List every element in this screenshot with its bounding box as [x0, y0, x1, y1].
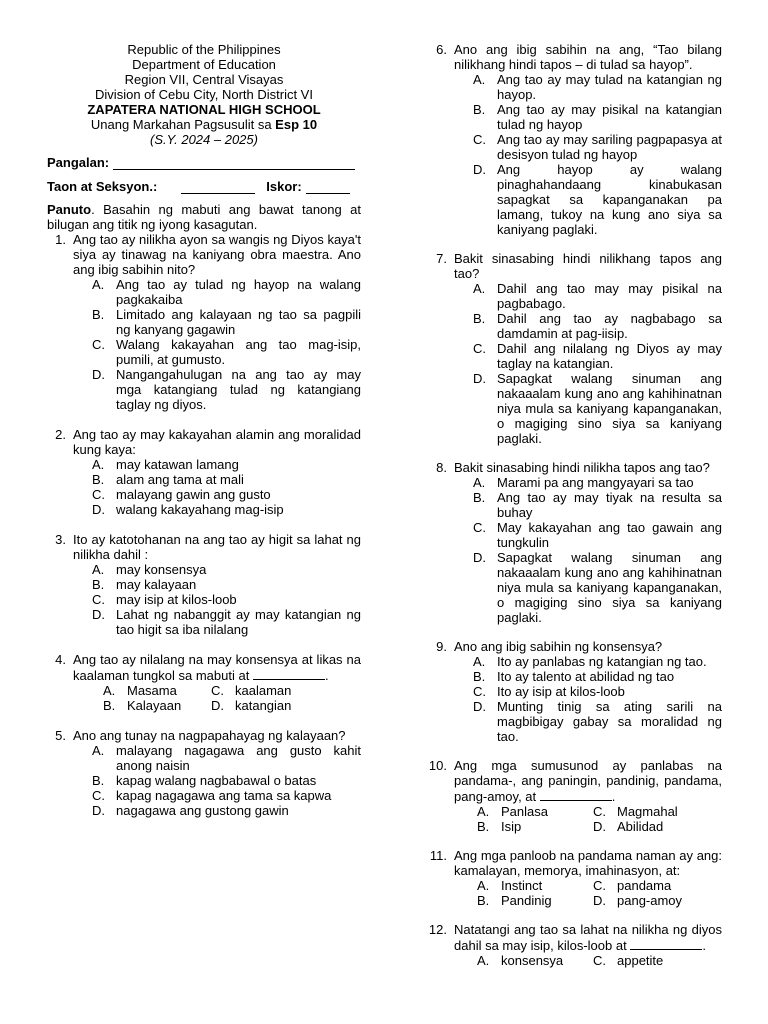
option-d[interactable]	[473, 550, 722, 625]
option-d[interactable]	[92, 502, 361, 517]
question-number: 5.	[55, 728, 66, 743]
option-a[interactable]	[473, 475, 722, 490]
option-text: Ito ay talento at abilidad ng tao	[497, 669, 675, 684]
question-2	[47, 427, 361, 457]
option-d[interactable]	[92, 607, 361, 637]
option-letter: C.	[593, 953, 606, 968]
section-input-line[interactable]	[181, 180, 255, 194]
option-d[interactable]	[473, 371, 722, 446]
option-a[interactable]	[473, 72, 722, 102]
option-text: Masama	[127, 683, 177, 698]
option-a[interactable]	[103, 683, 211, 698]
option-text: malayang nagagawa ang gusto kahit anong naisin	[116, 743, 361, 773]
instructions-label: Panuto	[47, 202, 92, 217]
option-letter: A.	[103, 683, 116, 698]
question-4-options	[103, 683, 361, 713]
option-letter: A.	[477, 953, 490, 968]
option-c[interactable]	[92, 592, 361, 607]
option-text: nagagawa ang gustong gawin	[116, 803, 289, 818]
question-text: Ano ang tunay na nagpapahayag ng kalayaan?	[73, 728, 346, 743]
option-letter: A.	[477, 804, 490, 819]
score-input-line[interactable]	[306, 180, 350, 194]
option-text: Pandinig	[501, 893, 552, 908]
option-text: Ang tao ay may tulad na katangian ng hayop.	[497, 72, 722, 102]
question-text	[73, 652, 361, 683]
option-letter: B.	[477, 819, 490, 834]
question-text-after: .	[324, 668, 329, 683]
option-text: Ang tao ay may pisikal na katangian tulad ng hayop	[497, 102, 722, 132]
option-letter: B.	[92, 773, 105, 788]
question-7-options	[473, 281, 722, 446]
option-text: alam ang tama at mali	[116, 472, 244, 487]
answer-blank[interactable]	[540, 788, 612, 801]
option-text: Munting tinig sa ating sarili na magbibigay gabay sa moralidad ng tao.	[497, 699, 722, 744]
option-c[interactable]	[473, 341, 722, 371]
school-name: ZAPATERA NATIONAL HIGH SCHOOL	[87, 102, 321, 117]
option-letter: D.	[593, 893, 606, 908]
option-letter: C.	[473, 132, 486, 147]
option-text: Ang tao ay tulad ng hayop na walang pagkakaiba	[116, 277, 361, 307]
option-letter: A.	[92, 743, 105, 758]
question-text: Ano ang ibig sabihin ng konsensya?	[454, 639, 663, 654]
option-a[interactable]	[477, 953, 593, 968]
option-d[interactable]	[211, 698, 361, 713]
option-letter: D.	[92, 502, 105, 517]
instructions-text: . Basahin ng mabuti ang bawat tanong at bilugan ang titik ng iyong kasagutan.	[47, 202, 361, 232]
option-text: Marami pa ang mangyayari sa tao	[497, 475, 694, 490]
left-column	[47, 42, 361, 818]
option-text: konsensya	[501, 953, 564, 968]
question-number: 3.	[55, 532, 66, 547]
section-label: Taon at Seksyon.:	[47, 179, 158, 194]
header-division: Division of Cebu City, North District VI	[95, 87, 313, 102]
option-letter: C.	[92, 592, 105, 607]
question-6	[428, 42, 722, 72]
option-b[interactable]	[103, 698, 211, 713]
option-b[interactable]	[473, 311, 722, 341]
option-d[interactable]	[473, 699, 722, 744]
question-text: Bakit sinasabing hindi nilikhang tapos ang tao?	[454, 251, 722, 281]
option-text: Ang tao ay may sariling pagpapasya at desisyon tulad ng hayop	[497, 132, 722, 162]
option-text: Ito ay panlabas ng katangian ng tao.	[497, 654, 707, 669]
option-b[interactable]	[92, 577, 361, 592]
option-c[interactable]	[473, 132, 722, 162]
question-text: Bakit sinasabing hindi nilikha tapos ang tao?	[454, 460, 710, 475]
option-text: malayang gawin ang gusto	[116, 487, 271, 502]
option-d[interactable]	[593, 819, 722, 834]
name-field	[47, 155, 361, 170]
option-c[interactable]	[593, 878, 722, 893]
option-b[interactable]	[473, 490, 722, 520]
option-text: May kakayahan ang tao gawain ang tungkulin	[497, 520, 722, 550]
option-letter: D.	[92, 803, 105, 818]
answer-blank[interactable]	[253, 667, 325, 680]
option-b[interactable]	[92, 307, 361, 337]
option-letter: C.	[473, 341, 486, 356]
question-number: 2.	[55, 427, 66, 442]
question-text-after: .	[611, 789, 616, 804]
option-letter: A.	[92, 562, 105, 577]
option-text: walang kakayahang mag-isip	[116, 502, 284, 517]
question-1-options	[92, 277, 361, 412]
name-label: Pangalan:	[47, 155, 110, 170]
question-text-after: .	[702, 938, 706, 953]
option-letter: B.	[473, 311, 486, 326]
option-a[interactable]	[92, 743, 361, 773]
option-letter: C.	[92, 788, 105, 803]
header-republic: Republic of the Philippines	[127, 42, 281, 57]
option-text: kapag walang nagbabawal o batas	[116, 773, 317, 788]
option-text: may isip at kilos-loob	[116, 592, 237, 607]
option-text: Dahil ang nilalang ng Diyos ay may taglay na katangian.	[497, 341, 722, 371]
right-column	[428, 42, 722, 968]
option-text: Sapagkat walang sinuman ang nakaaalam kung ano ang kahihinatnan niya mula sa kaniyang kapanganakan, o magiging sino siya sa kaniyang paglaki.	[497, 550, 722, 625]
option-letter: B.	[92, 577, 105, 592]
question-8-options	[473, 475, 722, 625]
option-a[interactable]	[92, 457, 361, 472]
question-9-options	[473, 654, 722, 744]
question-5	[47, 728, 361, 743]
option-text: Dahil ang tao may may pisikal na pagbabago.	[497, 281, 722, 311]
option-c[interactable]	[593, 804, 722, 819]
question-number: 9.	[436, 639, 447, 654]
option-text: Sapagkat walang sinuman ang nakaaalam kung ano ang kahihinatnan niya mula sa kaniyang kapanganakan, o magiging sino siya sa kaniyang paglaki.	[497, 371, 722, 446]
option-letter: C.	[92, 487, 105, 502]
question-10	[428, 758, 722, 804]
option-letter: C.	[593, 804, 606, 819]
option-d[interactable]	[92, 803, 361, 818]
name-input-line[interactable]	[113, 156, 355, 170]
question-text: Ito ay katotohanan na ang tao ay higit sa lahat ng nilikha dahil :	[73, 532, 361, 562]
instructions	[47, 202, 361, 232]
option-letter: A.	[477, 878, 490, 893]
option-c[interactable]	[593, 953, 722, 968]
option-text: Ang tao ay may tiyak na resulta sa buhay	[497, 490, 722, 520]
option-text: appetite	[617, 953, 664, 968]
question-text	[454, 922, 722, 953]
option-letter: B.	[473, 669, 486, 684]
option-text: may katawan lamang	[116, 457, 239, 472]
question-number: 10.	[428, 758, 447, 773]
question-10-options	[477, 804, 722, 834]
question-1	[47, 232, 361, 277]
option-b[interactable]	[473, 669, 722, 684]
question-number: 4.	[55, 652, 66, 667]
header-department: Department of Education	[132, 57, 276, 72]
question-12	[428, 922, 722, 953]
option-letter: D.	[473, 550, 486, 565]
option-text: kapag nagagawa ang tama sa kapwa	[116, 788, 332, 803]
option-text: Magmahal	[617, 804, 678, 819]
question-number: 1.	[55, 232, 66, 247]
option-b[interactable]	[92, 472, 361, 487]
school-year: (S.Y. 2024 – 2025)	[150, 132, 258, 147]
question-3-options	[92, 562, 361, 637]
question-2-options	[92, 457, 361, 517]
question-number: 6.	[436, 42, 447, 57]
option-letter: B.	[92, 472, 105, 487]
option-text: may kalayaan	[116, 577, 197, 592]
option-letter: C.	[473, 684, 486, 699]
question-3	[47, 532, 361, 562]
question-8	[428, 460, 722, 475]
option-text: pang-amoy	[617, 893, 683, 908]
question-text	[454, 758, 722, 804]
option-letter: C.	[473, 520, 486, 535]
option-text: Isip	[501, 819, 522, 834]
exam-title-prefix: Unang Markahan Pagsusulit sa	[90, 117, 276, 132]
option-text: Lahat ng nabanggit ay may katangian ng tao higit sa iba nilalang	[116, 607, 361, 637]
option-text: katangian	[235, 698, 292, 713]
question-4	[47, 652, 361, 683]
option-letter: A.	[473, 281, 486, 296]
question-11	[428, 848, 722, 878]
option-b[interactable]	[477, 893, 593, 908]
question-text-before: Ang tao ay nilalang na may konsensya at likas na kaalaman tungkol sa mabuti at	[73, 652, 361, 683]
option-letter: C.	[92, 337, 105, 352]
option-c[interactable]	[473, 684, 722, 699]
option-letter: C.	[593, 878, 606, 893]
score-label: Iskor:	[266, 179, 302, 194]
exam-title	[47, 117, 361, 132]
option-c[interactable]	[473, 520, 722, 550]
option-a[interactable]	[92, 277, 361, 307]
option-text: Panlasa	[501, 804, 548, 819]
option-letter: D.	[593, 819, 606, 834]
question-number: 8.	[436, 460, 447, 475]
option-letter: B.	[473, 490, 486, 505]
option-letter: A.	[473, 72, 486, 87]
question-11-options	[477, 878, 722, 908]
option-letter: B.	[473, 102, 486, 117]
option-text: Limitado ang kalayaan ng tao sa pagpili ng kanyang gagawin	[116, 307, 361, 337]
question-number: 7.	[436, 251, 447, 266]
option-letter: B.	[92, 307, 105, 322]
option-letter: B.	[477, 893, 490, 908]
option-letter: A.	[473, 475, 486, 490]
option-text: Ang hayop ay walang pinaghahandaang kinabukasan sapagkat sa kapanganakan pa lamang, tukoy na kung ano siya sa kaniyang paglaki.	[497, 162, 722, 237]
option-letter: D.	[473, 162, 486, 177]
question-number: 11.	[429, 848, 447, 863]
option-letter: D.	[92, 607, 105, 622]
option-text: Abilidad	[617, 819, 664, 834]
question-7	[428, 251, 722, 281]
option-text: Instinct	[501, 878, 543, 893]
option-letter: A.	[92, 277, 105, 292]
option-a[interactable]	[473, 281, 722, 311]
option-a[interactable]	[92, 562, 361, 577]
option-a[interactable]	[473, 654, 722, 669]
option-d[interactable]	[92, 367, 361, 412]
option-letter: A.	[92, 457, 105, 472]
answer-blank[interactable]	[630, 937, 702, 950]
exam-subject: Esp 10	[275, 117, 318, 132]
option-b[interactable]	[477, 819, 593, 834]
question-6-options	[473, 72, 722, 237]
option-text: Nangangahulugan na ang tao ay may mga katangiang tulad ng katangiang taglay ng diyos.	[116, 367, 361, 412]
option-b[interactable]	[92, 773, 361, 788]
option-a[interactable]	[477, 878, 593, 893]
option-text: Walang kakayahan ang tao mag-isip, pumili, at gumusto.	[116, 337, 361, 367]
option-letter: A.	[473, 654, 486, 669]
option-letter: D.	[473, 699, 486, 714]
header-region: Region VII, Central Visayas	[124, 72, 284, 87]
option-letter: C.	[211, 683, 224, 698]
question-number: 12.	[428, 922, 447, 937]
option-c[interactable]	[92, 487, 361, 502]
question-text: Ang tao ay nilikha ayon sa wangis ng Diyos kaya't siya ay tinawag na kaniyang obra maestra. Ano ang ibig sabihin nito?	[73, 232, 361, 277]
question-5-options	[92, 743, 361, 818]
option-text: pandama	[617, 878, 672, 893]
option-text: Kalayaan	[127, 698, 182, 713]
option-letter: D.	[211, 698, 224, 713]
option-letter: D.	[473, 371, 486, 386]
question-text: Ano ang ibig sabihin na ang, “Tao bilang nilikhang hindi tapos – di tulad sa hayop”.	[454, 42, 722, 72]
question-text-before: Ang mga sumusunod ay panlabas na pandama-, ang paningin, pandinig, pandama, pang-amoy, at	[454, 758, 722, 804]
question-text: Ang tao ay may kakayahan alamin ang moralidad kung kaya:	[73, 427, 361, 457]
option-c[interactable]	[92, 788, 361, 803]
option-text: Ito ay isip at kilos-loob	[497, 684, 625, 699]
option-text: Dahil ang tao ay nagbabago sa damdamin at pag-iisip.	[497, 311, 722, 341]
question-12-options	[477, 953, 722, 968]
question-text: Ang mga panloob na pandama naman ay ang: kamalayan, memorya, imahinasyon, at:	[454, 848, 722, 878]
option-text: may konsensya	[116, 562, 207, 577]
option-d[interactable]	[593, 893, 722, 908]
section-score-row	[47, 179, 361, 194]
option-c[interactable]	[211, 683, 361, 698]
option-text: kaalaman	[235, 683, 292, 698]
question-9	[428, 639, 722, 654]
option-letter: B.	[103, 698, 116, 713]
question-text-before: Natatangi ang tao sa lahat na nilikha ng diyos dahil sa may isip, kilos-loob at	[454, 922, 722, 953]
option-a[interactable]	[477, 804, 593, 819]
option-letter: D.	[92, 367, 105, 382]
option-b[interactable]	[473, 102, 722, 132]
option-c[interactable]	[92, 337, 361, 367]
option-d[interactable]	[473, 162, 722, 237]
